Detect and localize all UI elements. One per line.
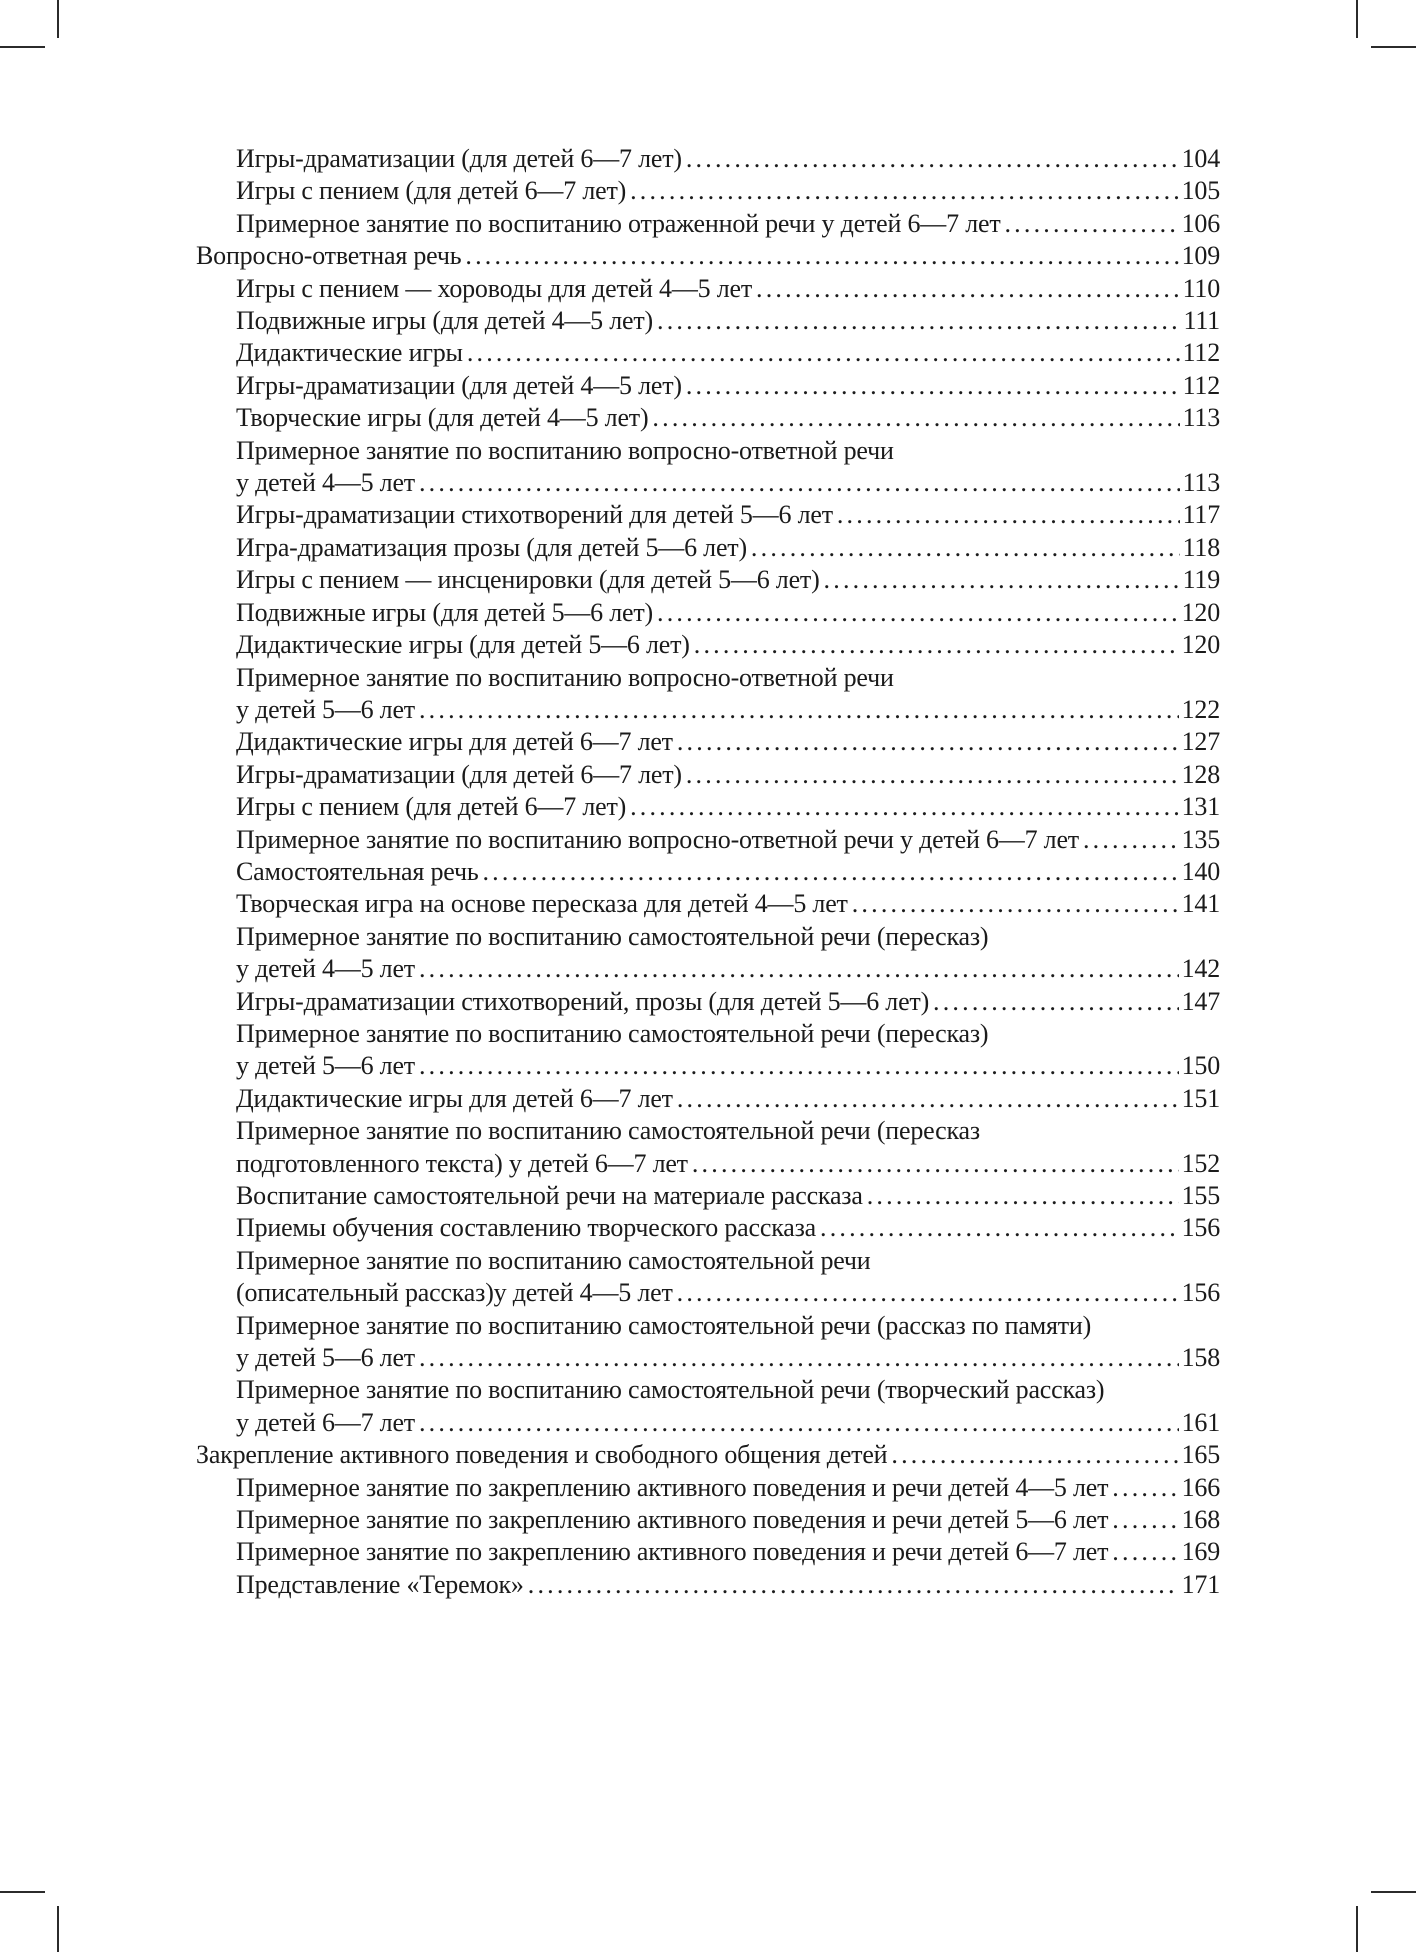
toc-page-number: 152	[1181, 1148, 1220, 1178]
toc-page-number: 142	[1181, 954, 1220, 984]
toc-entry-label: Подвижные игры (для детей 4—5 лет)	[236, 306, 654, 336]
toc-entry	[196, 305, 1220, 337]
toc-page-number: 135	[1181, 824, 1220, 854]
crop-mark-bottom-right-horizontal	[1371, 1891, 1416, 1893]
toc-leader-dots	[756, 273, 1180, 305]
toc-entry-label: Закрепление активного поведения и свободного общения детей	[196, 1440, 888, 1470]
toc-entry	[196, 1374, 1220, 1406]
toc-entry-label: Примерное занятие по воспитанию самостоятельной речи (пересказ)	[236, 1018, 989, 1048]
toc-entry-label: Дидактические игры для детей 6—7 лет	[236, 1083, 673, 1113]
toc-entry	[196, 208, 1220, 240]
toc-leader-dots	[1004, 208, 1178, 240]
crop-mark-top-left-horizontal	[0, 46, 45, 48]
toc-page-number: 165	[1181, 1440, 1220, 1470]
toc-entry	[196, 402, 1220, 434]
toc-entry	[196, 1180, 1220, 1212]
toc-entry	[196, 662, 1220, 694]
toc-leader-dots	[820, 1212, 1179, 1244]
toc-leader-dots	[419, 1050, 1179, 1082]
toc-leader-dots	[694, 629, 1179, 661]
toc-entry-label: у детей 5—6 лет	[236, 1051, 415, 1081]
toc-entry-label: Примерное занятие по закреплению активного поведения и речи детей 4—5 лет	[236, 1472, 1109, 1502]
toc-entry	[196, 986, 1220, 1018]
toc-page-number: 120	[1181, 597, 1220, 627]
toc-leader-dots	[630, 791, 1179, 823]
toc-entry	[196, 888, 1220, 920]
toc-entry	[196, 532, 1220, 564]
toc-page-number: 112	[1182, 338, 1220, 368]
toc-leader-dots	[824, 564, 1180, 596]
toc-page-number: 117	[1182, 500, 1220, 530]
toc-entry	[196, 1245, 1220, 1277]
toc-leader-dots	[630, 175, 1179, 207]
toc-leader-dots	[891, 1439, 1178, 1471]
toc-leader-dots	[1112, 1472, 1178, 1504]
toc-entry	[196, 1407, 1220, 1439]
toc-entry	[196, 597, 1220, 629]
toc-leader-dots	[837, 499, 1180, 531]
toc-page-number: 119	[1182, 565, 1220, 595]
toc-leader-dots	[852, 888, 1179, 920]
toc-entry	[196, 1310, 1220, 1342]
toc-page-number: 127	[1181, 727, 1220, 757]
toc-entry-label: у детей 4—5 лет	[236, 468, 415, 498]
crop-mark-top-right-horizontal	[1371, 46, 1416, 48]
toc-entry-label: Примерное занятие по закреплению активного поведения и речи детей 5—6 лет	[236, 1505, 1109, 1535]
toc-entry-label: Приемы обучения составлению творческого рассказа	[236, 1213, 816, 1243]
toc-page-number: 105	[1181, 176, 1220, 206]
toc-entry-label: Примерное занятие по воспитанию вопросно-ответной речи	[236, 435, 894, 465]
toc-entry-label: Игры-драматизации (для детей 6—7 лет)	[236, 759, 682, 789]
toc-page-number: 140	[1181, 856, 1220, 886]
toc-entry	[196, 1083, 1220, 1115]
toc-page-number: 150	[1181, 1051, 1220, 1081]
toc-entry	[196, 694, 1220, 726]
toc-page-number: 106	[1181, 208, 1220, 238]
toc-leader-dots	[933, 986, 1179, 1018]
toc-page-number: 141	[1181, 889, 1220, 919]
toc-entry	[196, 499, 1220, 531]
toc-leader-dots	[528, 1569, 1179, 1601]
toc-entry-label: у детей 5—6 лет	[236, 1343, 415, 1373]
toc-page-number: 155	[1181, 1181, 1220, 1210]
toc-leader-dots	[1083, 824, 1179, 856]
toc-entry	[196, 1277, 1220, 1309]
toc-entry-label: у детей 6—7 лет	[236, 1407, 415, 1437]
toc-entry-label: (описательный рассказ)у детей 4—5 лет	[236, 1278, 673, 1308]
toc-leader-dots	[686, 759, 1179, 791]
toc-leader-dots	[657, 597, 1179, 629]
toc-page-number: 104	[1181, 144, 1220, 173]
toc-leader-dots	[652, 402, 1179, 434]
crop-mark-bottom-left-horizontal	[0, 1891, 45, 1893]
toc-entry-label: Игры-драматизации (для детей 6—7 лет)	[236, 144, 682, 173]
toc-entry-label: Примерное занятие по воспитанию отраженной речи у детей 6—7 лет	[236, 208, 1001, 238]
toc-entry	[196, 1536, 1220, 1568]
toc-leader-dots	[419, 1407, 1179, 1439]
toc-entry-label: Игры с пением — хороводы для детей 4—5 лет	[236, 273, 753, 303]
toc-page-number: 122	[1181, 694, 1220, 724]
toc-entry-label: Игры-драматизации стихотворений для детей 5—6 лет	[236, 500, 833, 530]
toc-page-number: 118	[1182, 532, 1220, 562]
toc-entry-label: у детей 4—5 лет	[236, 954, 415, 984]
toc-entry	[196, 1439, 1220, 1471]
crop-mark-bottom-right-vertical	[1356, 1906, 1358, 1952]
toc-entry	[196, 791, 1220, 823]
toc-leader-dots	[482, 856, 1178, 888]
toc-page-number: 113	[1182, 468, 1220, 498]
toc-leader-dots	[419, 694, 1179, 726]
toc-entry	[196, 953, 1220, 985]
toc-page-number: 171	[1181, 1569, 1220, 1599]
toc-entry-label: подготовленного текста) у детей 6—7 лет	[236, 1148, 688, 1178]
toc-entry	[196, 921, 1220, 953]
toc-page-number: 156	[1181, 1278, 1220, 1308]
toc-page-number: 111	[1183, 306, 1220, 336]
toc-leader-dots	[686, 370, 1180, 402]
toc-entry	[196, 1342, 1220, 1374]
toc-page-number: 110	[1182, 273, 1220, 303]
toc-entry-label: Примерное занятие по воспитанию самостоятельной речи (творческий рассказ)	[236, 1375, 1105, 1405]
toc-entry	[196, 143, 1220, 175]
toc-entry	[196, 1472, 1220, 1504]
toc-leader-dots	[467, 337, 1180, 369]
toc-entry	[196, 1569, 1220, 1601]
toc-entry	[196, 467, 1220, 499]
toc-entry-label: Игры с пением (для детей 6—7 лет)	[236, 176, 627, 206]
toc-entry	[196, 240, 1220, 272]
toc-entry-label: Игры с пением (для детей 6—7 лет)	[236, 792, 627, 822]
toc-leader-dots	[465, 240, 1178, 272]
toc-entry-label: Вопросно-ответная речь	[196, 241, 462, 271]
toc-entry-label: Представление «Теремок»	[236, 1569, 524, 1599]
toc-entry-label: Игры с пением — инсценировки (для детей 5—6 лет)	[236, 565, 820, 595]
toc-entry	[196, 1115, 1220, 1147]
toc-leader-dots	[867, 1180, 1179, 1212]
toc-leader-dots	[419, 953, 1179, 985]
toc-entry-label: Примерное занятие по воспитанию вопросно-ответной речи у детей 6—7 лет	[236, 824, 1079, 854]
toc-page-number: 161	[1181, 1407, 1220, 1437]
toc-leader-dots	[1112, 1504, 1178, 1536]
toc-page-number: 120	[1181, 630, 1220, 660]
toc-page-number: 147	[1181, 986, 1220, 1016]
toc-entry	[196, 1504, 1220, 1536]
toc-leader-dots	[677, 1083, 1179, 1115]
crop-mark-top-left-vertical	[57, 0, 59, 38]
toc-entry	[196, 824, 1220, 856]
toc-entry-label: у детей 5—6 лет	[236, 694, 415, 724]
toc-entry	[196, 1050, 1220, 1082]
toc-entry-label: Творческая игра на основе пересказа для детей 4—5 лет	[236, 889, 848, 919]
toc-entry-label: Воспитание самостоятельной речи на материале рассказа	[236, 1181, 863, 1210]
toc-entry	[196, 370, 1220, 402]
toc-page-number: 151	[1181, 1083, 1220, 1113]
toc-entry-label: Дидактические игры	[236, 338, 463, 368]
toc-entry	[196, 1018, 1220, 1050]
toc-leader-dots	[686, 143, 1179, 175]
toc-leader-dots	[677, 1277, 1179, 1309]
toc-page-number: 131	[1181, 792, 1220, 822]
toc-page-number: 156	[1181, 1213, 1220, 1243]
toc-entry	[196, 564, 1220, 596]
toc-entry	[196, 1212, 1220, 1244]
toc-page-number: 112	[1182, 370, 1220, 400]
toc-page-number: 128	[1181, 759, 1220, 789]
toc-entry	[196, 1148, 1220, 1180]
toc-entry	[196, 337, 1220, 369]
toc-entry	[196, 629, 1220, 661]
toc-entry	[196, 175, 1220, 207]
toc-entry-label: Примерное занятие по воспитанию самостоятельной речи	[236, 1245, 871, 1275]
toc-entry	[196, 726, 1220, 758]
toc-leader-dots	[419, 467, 1180, 499]
toc-list	[196, 143, 1220, 1601]
toc-entry	[196, 273, 1220, 305]
toc-leader-dots	[692, 1148, 1179, 1180]
toc-page-number: 166	[1181, 1472, 1220, 1502]
crop-mark-top-right-vertical	[1356, 0, 1358, 38]
toc-entry	[196, 435, 1220, 467]
toc-entry-label: Примерное занятие по воспитанию вопросно-ответной речи	[236, 662, 894, 692]
toc-page-number: 169	[1181, 1537, 1220, 1567]
toc-entry-label: Примерное занятие по закреплению активного поведения и речи детей 6—7 лет	[236, 1537, 1109, 1567]
toc-page-number: 113	[1182, 403, 1220, 433]
toc-leader-dots	[1112, 1536, 1178, 1568]
toc-entry-label: Примерное занятие по воспитанию самостоятельной речи (пересказ	[236, 1116, 980, 1146]
toc-entry-label: Творческие игры (для детей 4—5 лет)	[236, 403, 649, 433]
toc-leader-dots	[751, 532, 1180, 564]
toc-page-number: 168	[1181, 1505, 1220, 1535]
toc-entry-label: Подвижные игры (для детей 5—6 лет)	[236, 597, 654, 627]
toc-page-number: 109	[1181, 241, 1220, 271]
toc-entry-label: Дидактические игры (для детей 5—6 лет)	[236, 630, 690, 660]
toc-page-number: 158	[1181, 1343, 1220, 1373]
toc-leader-dots	[419, 1342, 1179, 1374]
toc-leader-dots	[657, 305, 1180, 337]
toc-entry-label: Примерное занятие по воспитанию самостоятельной речи (пересказ)	[236, 921, 989, 951]
crop-mark-bottom-left-vertical	[57, 1906, 59, 1952]
toc-entry-label: Дидактические игры для детей 6—7 лет	[236, 727, 673, 757]
toc-entry-label: Примерное занятие по воспитанию самостоятельной речи (рассказ по памяти)	[236, 1310, 1092, 1340]
toc-entry-label: Игры-драматизации (для детей 4—5 лет)	[236, 370, 682, 400]
toc-entry	[196, 759, 1220, 791]
toc-entry-label: Игра-драматизация прозы (для детей 5—6 лет)	[236, 532, 747, 562]
toc-entry-label: Игры-драматизации стихотворений, прозы (для детей 5—6 лет)	[236, 986, 930, 1016]
toc-entry-label: Самостоятельная речь	[236, 856, 479, 886]
toc-leader-dots	[677, 726, 1179, 758]
toc-entry	[196, 856, 1220, 888]
